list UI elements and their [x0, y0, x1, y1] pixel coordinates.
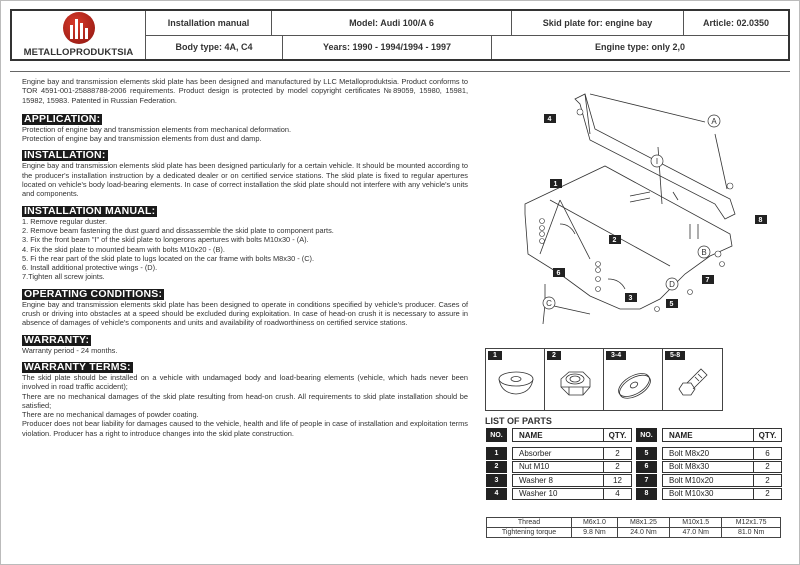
step-item: 5. Fi the rear part of the skid plate to lugs located on the car frame with bolts M8x30 - (C). [22, 253, 315, 263]
part-tag: 5-8 [665, 351, 685, 360]
installation-manual-heading: INSTALLATION MANUAL: [24, 204, 156, 217]
years: Years: 1990 - 1994/1994 - 1997 [283, 36, 492, 60]
part-no: 5 [636, 447, 657, 460]
header-name: NAME [663, 429, 754, 441]
body-type: Body type: 4A, C4 [146, 36, 283, 60]
brand-name: METALLOPRODUKTSIA [23, 47, 134, 58]
part-qty: 12 [613, 475, 622, 485]
part-tag: 1 [488, 351, 502, 360]
operating-conditions-paragraph: Engine bay and transmission elements skid plate has been designed to operate in conditions specified by vehicle's producer. Cases of crush or driving into obstacles at a speed should be excluded during exploitation. In case of head-on crush it is necessary to assure in absence of damages of vehicle's components and units and availability of roadworthiness on certified service stations. [22, 299, 468, 328]
step-item: 7.Tighten all screw joints. [22, 272, 105, 282]
table-row [486, 488, 632, 501]
warranty-term: There are no mechanical damages of the skid plate resulting from head-on crush. All requirements to skid plate installation should be satisfied; [22, 391, 468, 410]
step-item: 3. Fix the front beam "I" of the skid plate to longerons apertures with bolts M10x30 - (A). [22, 235, 309, 245]
part-qty: 2 [765, 475, 770, 485]
thread-label: Thread [487, 518, 572, 528]
part-qty: 2 [765, 489, 770, 499]
part-illustration [604, 349, 663, 410]
callout-3: 3 [628, 295, 633, 302]
torque-value: 9.8 Nm [572, 528, 618, 538]
part-name: Bolt M10x30 [663, 489, 754, 500]
part-name: Bolt M8x20 [663, 448, 754, 459]
operating-conditions-heading: OPERATING CONDITIONS: [24, 287, 163, 300]
header-no: NO. [636, 428, 657, 442]
callout-8: 8 [758, 217, 763, 224]
nut-icon [555, 367, 595, 403]
table-header [636, 428, 782, 442]
svg-text:D: D [669, 280, 675, 289]
part-name: Absorber [513, 448, 604, 459]
step-item: 6. Install additional protective wings - (D). [22, 263, 158, 273]
table-header [486, 428, 632, 442]
logo [12, 11, 146, 59]
torque-value: 47.0 Nm [670, 528, 722, 538]
text-column [22, 77, 468, 438]
step-item: 2. Remove beam fastening the dust guard and dissassemble the skid plate to component parts. [22, 225, 334, 235]
thread-value: M12x1.75 [722, 518, 781, 528]
thread-row [487, 518, 781, 528]
part-no: 3 [486, 474, 507, 487]
header-divider [10, 71, 790, 72]
part-name: Bolt M10x20 [663, 475, 754, 486]
callout-6: 6 [556, 270, 561, 277]
part-no: 8 [636, 488, 657, 501]
step-item: 1. Remove regular duster. [22, 216, 108, 226]
part-illustration [663, 349, 722, 410]
torque-value: 81.0 Nm [722, 528, 781, 538]
warranty-term: Producer does not bear liability for damages caused to the vehicle, health and life of people in case of installation and exploitation terms violation. Producer has a right to introduce changes into the skid plate construction. [22, 419, 468, 438]
header-qty: QTY. [758, 430, 777, 440]
part-name: Washer 10 [513, 489, 604, 500]
part-no: 4 [486, 488, 507, 501]
warranty-term: There are no mechanical damages of powder coating. [22, 410, 199, 420]
torque-label: Tightening torque [487, 528, 572, 538]
callout-7: 7 [705, 277, 710, 284]
washer-icon [614, 367, 654, 403]
application-heading: APPLICATION: [24, 112, 101, 125]
step-item: 4. Fix the skid plate to mounted beam with bolts M10x20 - (B). [22, 244, 225, 254]
part-illustration [545, 349, 604, 410]
assembly-diagram [490, 74, 790, 336]
part-no: 7 [636, 474, 657, 487]
warranty-heading: WARRANTY: [24, 333, 90, 346]
callout-4: 4 [547, 116, 552, 123]
warranty-term: The skid plate should be installed on a vehicle with undamaged body and load-bearing elements (vehicle, which hads never been involved in road traffic accident); [22, 372, 468, 392]
part-no: 1 [486, 447, 507, 460]
engine-type: Engine type: only 2,0 [594, 42, 686, 53]
warranty-paragraph: Warranty period - 24 months. [22, 345, 118, 355]
part-qty: 4 [615, 489, 620, 499]
table-row [486, 447, 632, 460]
article-number: Article: 02.0350 [702, 17, 770, 28]
parts-table-right [636, 428, 782, 501]
table-row [636, 488, 782, 501]
header-qty: QTY. [608, 430, 627, 440]
table-row [486, 474, 632, 487]
intro-paragraph: Engine bay and transmission elements skid plate has been designed and manufactured by LLC Metalloproduktsia. Product conforms to TOR 4591-001-25888788-2006 requirements. Product design is protected by model copyright certificates №89059, 15980, 15981, 15982, 15983. Patented in Russian Federation. [22, 77, 468, 105]
callout-2: 2 [612, 237, 617, 244]
part-tag: 2 [547, 351, 561, 360]
callout-1: 1 [553, 181, 558, 188]
svg-text:I: I [655, 157, 659, 166]
table-row [636, 474, 782, 487]
header-name: NAME [513, 429, 604, 441]
skid-plate-for: Skid plate for: engine bay [512, 11, 684, 35]
part-name: Bolt M8x30 [663, 462, 754, 473]
torque-value: 24.0 Nm [617, 528, 669, 538]
thread-value: M8x1.25 [617, 518, 669, 528]
part-name: Washer 8 [513, 475, 604, 486]
warranty-terms-heading: WARRANTY TERMS: [24, 360, 131, 373]
application-line: Protection of engine bay and transmission elements from mechanical deformation. [22, 124, 292, 134]
svg-text:B: B [701, 248, 707, 257]
model: Model: Audi 100/A 6 [272, 11, 512, 35]
bolt-icon [673, 367, 713, 403]
header-table [10, 9, 790, 61]
table-row [486, 461, 632, 474]
brand-logo-icon [63, 12, 95, 44]
installation-heading: INSTALLATION: [24, 149, 106, 162]
part-qty: 2 [615, 462, 620, 472]
part-qty: 2 [615, 448, 620, 458]
header-no: NO. [486, 428, 507, 442]
table-row [636, 461, 782, 474]
installation-paragraph: Engine bay and transmission elements skid plate has been designed particularly for a certain vehicle. It should be mounted according to the producer's installation instruction by a dedicated dealer or on certified service stations. The skid plate is fixed to regular apertures located on vehicle's body load-bearing elements. In case of correct installation the skid plate should not interfere with any vehicle's units and components. [22, 161, 468, 199]
svg-text:A: A [711, 117, 717, 126]
part-qty: 2 [765, 462, 770, 472]
table-row [636, 447, 782, 460]
part-no: 6 [636, 461, 657, 474]
callout-5: 5 [669, 301, 674, 308]
thread-value: M6x1.0 [572, 518, 618, 528]
list-of-parts-title: LIST OF PARTS [485, 416, 552, 426]
parts-table-left [486, 428, 632, 501]
application-line: Protection of engine bay and transmission elements from dust and damp. [22, 134, 262, 144]
doc-type: Installation manual [146, 11, 272, 35]
absorber-icon [496, 367, 536, 403]
parts-illustrations [485, 348, 723, 411]
part-tag: 3-4 [606, 351, 626, 360]
part-no: 2 [486, 461, 507, 474]
part-name: Nut M10 [513, 462, 604, 473]
svg-text:C: C [546, 299, 552, 308]
part-qty: 6 [765, 448, 770, 458]
part-illustration [486, 349, 545, 410]
thread-value: M10x1.5 [670, 518, 722, 528]
torque-table [486, 517, 781, 538]
torque-row [487, 528, 781, 538]
